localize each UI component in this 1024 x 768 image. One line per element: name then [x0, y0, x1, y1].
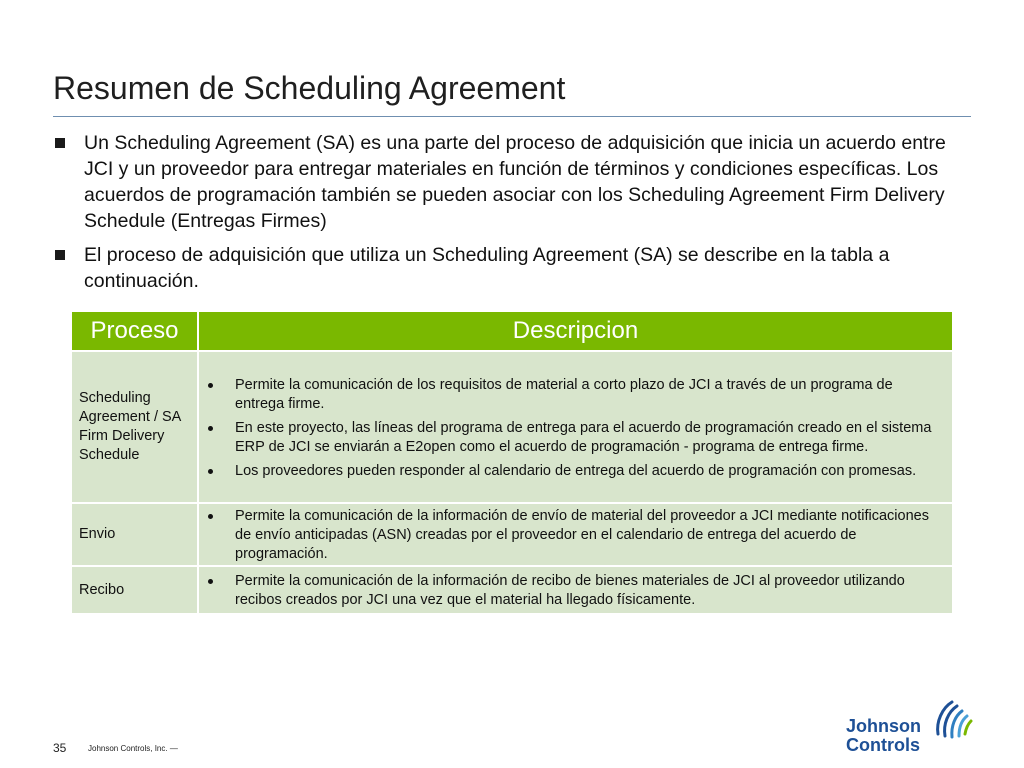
description-cell [198, 566, 953, 614]
table-row [72, 503, 953, 566]
description-text: Permite la comunicación de la información de envío de material del proveedor a JCI mediante notificaciones de envío anticipadas (ASN) creadas por el proveedor en el calendario de entrega del acuerdo de programación. [235, 508, 929, 562]
description-list [207, 376, 942, 481]
logo-line-2: Controls [846, 735, 920, 755]
square-bullet-icon [55, 138, 65, 148]
process-table [72, 312, 954, 615]
bullet-item [55, 130, 980, 234]
logo-line-1: Johnson [846, 716, 921, 736]
list-item [207, 462, 942, 481]
description-list [207, 507, 942, 564]
description-cell [198, 503, 953, 566]
description-text: Los proveedores pueden responder al calendario de entrega del acuerdo de programación con promesas. [235, 462, 917, 479]
dot-bullet-icon [208, 426, 213, 431]
description-list [207, 572, 942, 610]
footer-company: Johnson Controls, Inc. — [88, 744, 178, 753]
square-bullet-icon [55, 250, 65, 260]
page-number: 35 [53, 741, 67, 755]
header-proceso: Proceso [72, 312, 198, 351]
bullet-text: El proceso de adquisición que utiliza un Scheduling Agreement (SA) se describe en la tabla a continuación. [84, 244, 890, 292]
description-text: Permite la comunicación de los requisitos de material a corto plazo de JCI a través de un programa de entrega firme. [235, 376, 893, 412]
title-divider [53, 116, 971, 117]
bullet-text: Un Scheduling Agreement (SA) es una parte del proceso de adquisición que inicia un acuerdo entre JCI y un proveedor para entregar materiales en función de términos y condiciones específicas. Los acuerdos de programación también se pueden asociar con los Scheduling Agreement Firm Delivery Schedule (Entregas Firmes) [84, 132, 946, 232]
table-row [72, 351, 953, 503]
johnson-controls-logo [846, 698, 976, 754]
dot-bullet-icon [208, 579, 213, 584]
table-row [72, 566, 953, 614]
list-item [207, 376, 942, 414]
list-item [207, 572, 942, 610]
bullet-list [55, 130, 980, 302]
dot-bullet-icon [208, 469, 213, 474]
slide-title: Resumen de Scheduling Agreement [53, 70, 566, 106]
header-descripcion: Descripcion [198, 312, 953, 351]
list-item [207, 507, 942, 564]
description-text: Permite la comunicación de la información de recibo de bienes materiales de JCI al proveedor utilizando recibos creados por JCI una vez que el material ha llegado físicamente. [235, 573, 905, 608]
dot-bullet-icon [208, 383, 213, 388]
description-text: En este proyecto, las líneas del programa de entrega para el acuerdo de programación creado en el sistema ERP de JCI se enviarán a E2open como el acuerdo de programación - programa de entrega firme. [235, 419, 932, 455]
dot-bullet-icon [208, 514, 213, 519]
process-cell: Recibo [72, 566, 198, 614]
logo-mark-icon [932, 698, 974, 740]
process-cell: Envio [72, 503, 198, 566]
process-cell: Scheduling Agreement / SA Firm Delivery Schedule [72, 351, 198, 503]
description-cell [198, 351, 953, 503]
list-item [207, 419, 942, 457]
table-header-row [72, 312, 953, 351]
bullet-item [55, 242, 980, 294]
